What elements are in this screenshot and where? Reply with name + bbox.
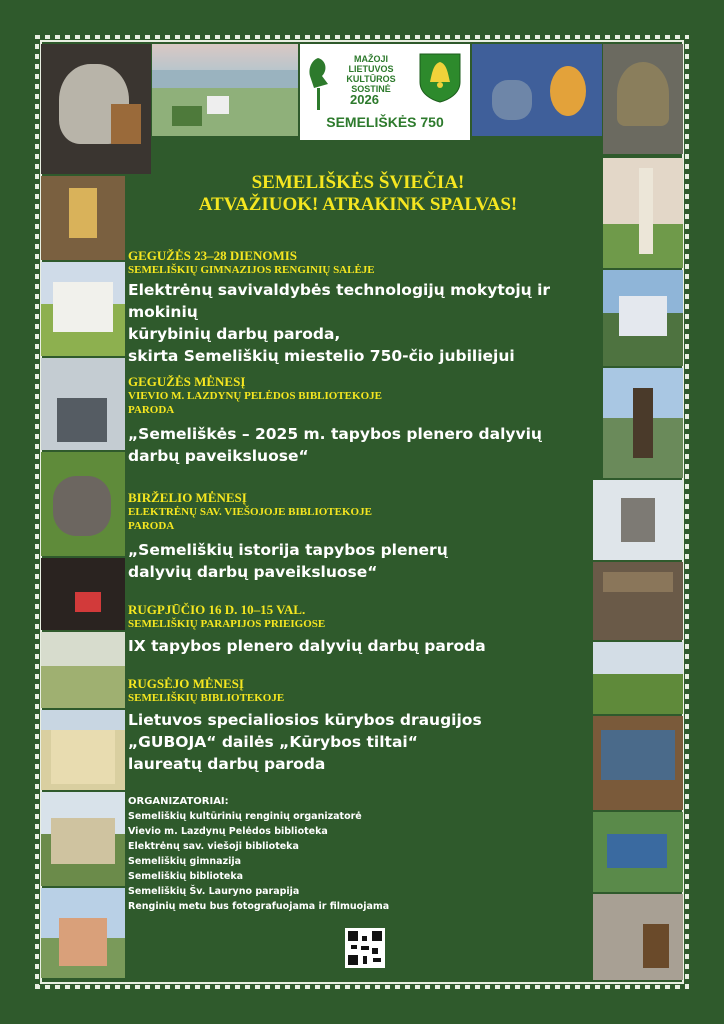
organizer-item: Elektrėnų sav. viešoji biblioteka — [128, 841, 299, 852]
organizers-title: ORGANIZATORIAI: — [128, 796, 229, 807]
photo-church-interior — [41, 176, 125, 260]
event-3 — [128, 490, 588, 583]
headline-line-1: SEMELIŠKĖS ŠVIEČIA! — [251, 172, 465, 193]
event-venue: ELEKTRĖNŲ SAV. VIEŠOJOJE BIBLIOTEKOJE — [128, 506, 372, 518]
event-desc-1: Lietuvos specialiosios kūrybos draugijos — [128, 711, 482, 729]
organizers — [128, 796, 588, 914]
event-date: RUGSĖJO MĖNESĮ — [128, 676, 244, 691]
event-date: GEGUŽĖS MĖNESĮ — [128, 374, 246, 389]
photo-museum-interior — [593, 894, 683, 980]
event-type: PARODA — [128, 520, 175, 532]
photo-white-chapel — [41, 262, 125, 356]
photo-orthodox-church — [41, 888, 125, 978]
event-desc-1: „Semeliškių istorija tapybos plenerų — [128, 541, 448, 559]
event-4 — [128, 602, 588, 657]
photo-bell-tower — [41, 358, 125, 450]
media-notice: Renginių metu bus fotografuojama ir filmuojama — [128, 901, 390, 912]
photo-wooden-house — [41, 792, 125, 886]
event-venue: SEMELIŠKIŲ GIMNAZIJOS RENGINIŲ SALĖJE — [128, 264, 375, 276]
logo-line-1: MAŽOJI — [353, 54, 388, 64]
logo-line-2: LIETUVOS — [348, 64, 394, 74]
event-desc-3: skirta Semeliškių miestelio 750-čio jubiliejui — [128, 347, 515, 365]
main-content — [128, 140, 588, 216]
photo-winter-memorial — [593, 480, 683, 560]
event-desc-3: laureatų darbų paroda — [128, 755, 326, 773]
photo-bell — [603, 44, 683, 154]
photo-easels-outdoor — [593, 812, 683, 892]
organizer-item: Semeliškių gimnazija — [128, 856, 242, 867]
event-desc-2: darbų paveiksluose“ — [128, 447, 309, 465]
logo-place: SEMELIŠKĖS 750 — [326, 114, 444, 130]
event-date: BIRŽELIO MĖNESĮ — [128, 490, 247, 505]
photo-night-scene — [41, 558, 125, 630]
photo-garden — [593, 642, 683, 714]
organizer-item: Semeliškių biblioteka — [128, 871, 244, 882]
photo-church-gate — [603, 270, 683, 366]
logo-line-4: SOSTINĖ — [351, 84, 391, 94]
photo-yellow-building — [41, 710, 125, 790]
qr-code[interactable] — [345, 928, 385, 968]
event-type: PARODA — [128, 404, 175, 416]
photo-exhibition-stand — [593, 716, 683, 810]
event-2 — [128, 374, 588, 467]
event-desc-1: Elektrėnų savivaldybės technologijų mokytojų ir mokinių — [128, 281, 551, 321]
logo-line-3: KULTŪROS — [346, 74, 396, 84]
event-date: RUGPJŪČIO 16 D. 10–15 VAL. — [128, 602, 306, 617]
brand-logo — [300, 44, 470, 140]
headline-line-2: ATVAŽIUOK! ATRAKINK SPALVAS! — [198, 194, 518, 215]
organizer-item: Semeliškių Šv. Lauryno parapija — [128, 886, 300, 897]
event-desc-1: IX tapybos plenero dalyvių darbų paroda — [128, 637, 486, 655]
event-date: GEGUŽĖS 23–28 DIENOMIS — [128, 248, 298, 263]
photo-park — [41, 632, 125, 708]
photo-crowd-sculpture — [603, 368, 683, 478]
event-desc-2: „GUBOJA“ dailės „Kūrybos tiltai“ — [128, 733, 418, 751]
event-1 — [128, 248, 588, 367]
event-desc-1: „Semeliškės – 2025 m. tapybos plenero dalyvių — [128, 425, 542, 443]
photo-wooden-shed — [593, 562, 683, 640]
event-venue: SEMELIŠKIŲ BIBLIOTEKOJE — [128, 692, 285, 704]
photo-mosaic-rooster — [472, 44, 602, 136]
organizer-item: Vievio m. Lazdynų Pelėdos biblioteka — [128, 826, 328, 837]
photo-monument-column — [603, 158, 683, 268]
photo-town-aerial — [152, 44, 298, 136]
organizer-item: Semeliškių kultūrinių renginių organizatorė — [128, 811, 362, 822]
rooster-icon — [306, 54, 332, 110]
event-venue: SEMELIŠKIŲ PARAPIJOS PRIEIGOSE — [128, 618, 326, 630]
event-venue: VIEVIO M. LAZDYNŲ PELĖDOS BIBLIOTEKOJE — [128, 390, 382, 402]
event-desc-2: dalyvių darbų paveiksluose“ — [128, 563, 378, 581]
event-desc-2: kūrybinių darbų paroda, — [128, 325, 341, 343]
bell-shield-icon — [418, 52, 462, 104]
logo-year: 2026 — [350, 92, 379, 107]
event-5 — [128, 676, 588, 775]
photo-stone-monument — [41, 452, 125, 556]
headline — [128, 172, 588, 216]
